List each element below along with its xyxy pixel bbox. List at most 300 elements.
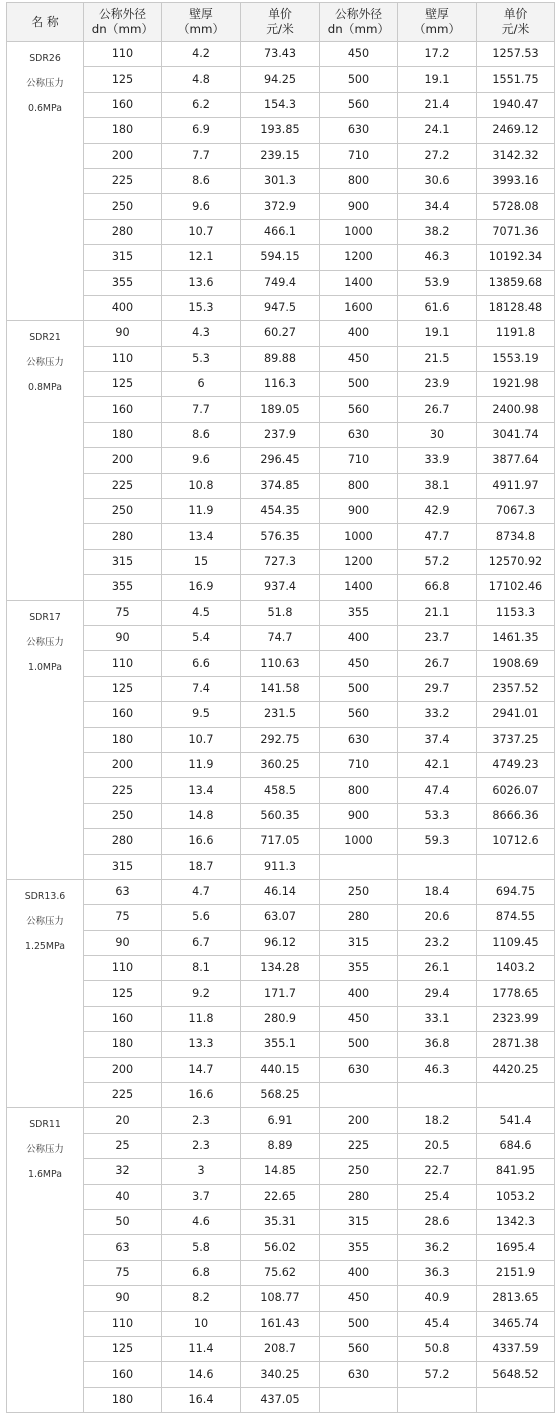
table-row [7, 245, 555, 270]
header-unit-price [241, 3, 320, 42]
table-row [7, 397, 555, 422]
cell-outer-diameter: 400 [84, 295, 162, 320]
cell-wall-thickness: 8.2 [162, 1286, 241, 1311]
cell-wall-thickness-2: 57.2 [398, 549, 477, 574]
cell-wall-thickness: 16.4 [162, 1387, 241, 1412]
cell-unit-price-2: 7071.36 [477, 219, 555, 244]
group-sdr: SDR11 [29, 1119, 61, 1131]
cell-outer-diameter-2: 500 [320, 1311, 398, 1336]
cell-outer-diameter: 25 [84, 1133, 162, 1158]
cell-unit-price-2: 1551.75 [477, 67, 555, 92]
cell-outer-diameter-2: 355 [320, 1235, 398, 1260]
cell-unit-price: 141.58 [241, 676, 320, 701]
cell-unit-price-2: 1908.69 [477, 651, 555, 676]
cell-outer-diameter: 40 [84, 1184, 162, 1209]
cell-outer-diameter-2: 900 [320, 803, 398, 828]
cell-outer-diameter: 110 [84, 956, 162, 981]
cell-wall-thickness: 8.6 [162, 168, 241, 193]
cell-wall-thickness: 16.9 [162, 575, 241, 600]
cell-unit-price: 560.35 [241, 803, 320, 828]
header-price-line2: 元/米 [501, 22, 530, 36]
cell-wall-thickness-2: 21.1 [398, 600, 477, 625]
header-dn-line1: 公称外径 [98, 7, 147, 21]
cell-wall-thickness: 4.5 [162, 600, 241, 625]
cell-outer-diameter-2: 630 [320, 422, 398, 447]
group-sdr: SDR21 [29, 332, 61, 344]
cell-unit-price-2: 5648.52 [477, 1362, 555, 1387]
cell-outer-diameter-2: 450 [320, 1006, 398, 1031]
cell-outer-diameter-2: 400 [320, 981, 398, 1006]
cell-wall-thickness-2: 46.3 [398, 1057, 477, 1082]
group-pressure: 1.0MPa [28, 661, 62, 673]
cell-unit-price-2: 1153.3 [477, 600, 555, 625]
cell-unit-price-2: 4337.59 [477, 1336, 555, 1361]
table-row [7, 1032, 555, 1057]
cell-wall-thickness-2: 20.5 [398, 1133, 477, 1158]
cell-outer-diameter: 75 [84, 600, 162, 625]
cell-unit-price: 89.88 [241, 346, 320, 371]
cell-outer-diameter: 200 [84, 752, 162, 777]
cell-outer-diameter: 125 [84, 676, 162, 701]
header-wall-thickness [162, 3, 241, 42]
cell-outer-diameter: 315 [84, 245, 162, 270]
cell-outer-diameter: 75 [84, 1260, 162, 1285]
cell-unit-price: 22.65 [241, 1184, 320, 1209]
cell-unit-price: 60.27 [241, 321, 320, 346]
cell-unit-price: 568.25 [241, 1083, 320, 1108]
table-row [7, 143, 555, 168]
cell-outer-diameter-2: 200 [320, 1108, 398, 1133]
table-row [7, 168, 555, 193]
cell-unit-price-2: 1461.35 [477, 625, 555, 650]
cell-outer-diameter-2: 315 [320, 1209, 398, 1234]
cell-wall-thickness-2: 28.6 [398, 1209, 477, 1234]
cell-unit-price-2: 3737.25 [477, 727, 555, 752]
cell-unit-price: 239.15 [241, 143, 320, 168]
cell-outer-diameter-2: 1200 [320, 549, 398, 574]
cell-unit-price-2: 1403.2 [477, 956, 555, 981]
cell-outer-diameter: 110 [84, 1311, 162, 1336]
cell-outer-diameter-2 [320, 854, 398, 879]
cell-unit-price-2 [477, 854, 555, 879]
cell-wall-thickness-2: 17.2 [398, 42, 477, 67]
group-pressure-label: 公称压力 [26, 78, 64, 89]
cell-wall-thickness-2: 33.2 [398, 702, 477, 727]
cell-outer-diameter: 180 [84, 727, 162, 752]
table-row [7, 346, 555, 371]
cell-outer-diameter-2: 630 [320, 118, 398, 143]
cell-unit-price-2: 541.4 [477, 1108, 555, 1133]
cell-wall-thickness: 3 [162, 1159, 241, 1184]
table-row [7, 92, 555, 117]
cell-unit-price-2: 1553.19 [477, 346, 555, 371]
cell-unit-price-2: 1109.45 [477, 930, 555, 955]
cell-unit-price: 74.7 [241, 625, 320, 650]
header-price-line1: 单价 [503, 7, 528, 21]
header-wall-line1: 壁厚 [189, 7, 213, 21]
cell-wall-thickness: 18.7 [162, 854, 241, 879]
cell-wall-thickness-2: 45.4 [398, 1311, 477, 1336]
cell-wall-thickness: 13.6 [162, 270, 241, 295]
cell-wall-thickness-2: 18.4 [398, 879, 477, 904]
cell-unit-price-2: 874.55 [477, 905, 555, 930]
cell-unit-price: 717.05 [241, 829, 320, 854]
cell-outer-diameter: 180 [84, 422, 162, 447]
cell-outer-diameter-2: 710 [320, 448, 398, 473]
cell-wall-thickness-2: 23.2 [398, 930, 477, 955]
cell-unit-price: 374.85 [241, 473, 320, 498]
cell-unit-price-2: 2400.98 [477, 397, 555, 422]
table-row [7, 42, 555, 67]
cell-wall-thickness: 14.8 [162, 803, 241, 828]
cell-wall-thickness: 14.6 [162, 1362, 241, 1387]
cell-unit-price-2: 13859.68 [477, 270, 555, 295]
cell-outer-diameter: 180 [84, 1387, 162, 1412]
cell-unit-price: 14.85 [241, 1159, 320, 1184]
header-dn-line2: dn（mm） [327, 22, 390, 36]
cell-outer-diameter: 280 [84, 219, 162, 244]
cell-unit-price-2: 2469.12 [477, 118, 555, 143]
cell-wall-thickness-2: 36.3 [398, 1260, 477, 1285]
table-row [7, 270, 555, 295]
cell-outer-diameter-2: 560 [320, 702, 398, 727]
table-row [7, 803, 555, 828]
cell-wall-thickness: 6.2 [162, 92, 241, 117]
cell-unit-price-2: 12570.92 [477, 549, 555, 574]
cell-outer-diameter: 225 [84, 473, 162, 498]
cell-wall-thickness-2: 19.1 [398, 321, 477, 346]
cell-wall-thickness-2: 36.2 [398, 1235, 477, 1260]
table-row [7, 752, 555, 777]
cell-unit-price-2: 8734.8 [477, 524, 555, 549]
cell-wall-thickness-2: 33.9 [398, 448, 477, 473]
cell-unit-price-2: 8666.36 [477, 803, 555, 828]
cell-unit-price-2: 1342.3 [477, 1209, 555, 1234]
cell-wall-thickness-2: 47.7 [398, 524, 477, 549]
cell-wall-thickness: 4.8 [162, 67, 241, 92]
cell-outer-diameter: 90 [84, 625, 162, 650]
cell-outer-diameter: 250 [84, 194, 162, 219]
cell-unit-price-2: 694.75 [477, 879, 555, 904]
cell-wall-thickness-2: 23.9 [398, 372, 477, 397]
cell-unit-price: 134.28 [241, 956, 320, 981]
cell-unit-price: 360.25 [241, 752, 320, 777]
table-row [7, 1133, 555, 1158]
cell-unit-price-2: 1695.4 [477, 1235, 555, 1260]
cell-unit-price: 466.1 [241, 219, 320, 244]
cell-outer-diameter-2: 400 [320, 1260, 398, 1285]
cell-outer-diameter-2 [320, 1083, 398, 1108]
cell-outer-diameter-2: 900 [320, 194, 398, 219]
cell-outer-diameter-2: 450 [320, 1286, 398, 1311]
cell-outer-diameter-2: 630 [320, 1057, 398, 1082]
cell-unit-price: 6.91 [241, 1108, 320, 1133]
cell-outer-diameter: 160 [84, 92, 162, 117]
cell-outer-diameter: 50 [84, 1209, 162, 1234]
table-row [7, 600, 555, 625]
cell-wall-thickness: 14.7 [162, 1057, 241, 1082]
cell-wall-thickness: 10.8 [162, 473, 241, 498]
table-header-row [7, 3, 555, 42]
cell-wall-thickness-2: 42.1 [398, 752, 477, 777]
table-body [7, 42, 555, 1413]
table-row [7, 854, 555, 879]
cell-outer-diameter-2: 560 [320, 397, 398, 422]
cell-outer-diameter: 160 [84, 1006, 162, 1031]
cell-wall-thickness-2: 22.7 [398, 1159, 477, 1184]
cell-unit-price-2 [477, 1387, 555, 1412]
cell-wall-thickness-2: 26.7 [398, 651, 477, 676]
cell-wall-thickness-2: 25.4 [398, 1184, 477, 1209]
group-pressure: 0.6MPa [28, 103, 62, 114]
table-row [7, 930, 555, 955]
cell-wall-thickness-2: 38.2 [398, 219, 477, 244]
group-sdr: SDR17 [29, 611, 61, 623]
cell-wall-thickness-2: 36.8 [398, 1032, 477, 1057]
cell-unit-price: 576.35 [241, 524, 320, 549]
table-row [7, 194, 555, 219]
cell-unit-price-2: 5728.08 [477, 194, 555, 219]
table-row [7, 422, 555, 447]
table-row [7, 1387, 555, 1412]
group-name-cell [7, 321, 84, 600]
header-outer-diameter-2 [320, 3, 398, 42]
cell-outer-diameter: 75 [84, 905, 162, 930]
cell-unit-price: 108.77 [241, 1286, 320, 1311]
cell-wall-thickness-2: 30.6 [398, 168, 477, 193]
cell-outer-diameter: 20 [84, 1108, 162, 1133]
table-row [7, 1057, 555, 1082]
cell-outer-diameter-2: 1400 [320, 575, 398, 600]
cell-wall-thickness: 11.9 [162, 499, 241, 524]
table-row [7, 1311, 555, 1336]
table-row [7, 499, 555, 524]
table-row [7, 778, 555, 803]
group-name-cell [7, 879, 84, 1108]
cell-unit-price-2: 17102.46 [477, 575, 555, 600]
cell-outer-diameter: 90 [84, 930, 162, 955]
cell-unit-price-2: 2357.52 [477, 676, 555, 701]
cell-wall-thickness-2: 19.1 [398, 67, 477, 92]
group-pressure: 1.6MPa [28, 1169, 62, 1181]
cell-outer-diameter-2: 500 [320, 372, 398, 397]
header-outer-diameter [84, 3, 162, 42]
cell-unit-price: 63.07 [241, 905, 320, 930]
table-row [7, 879, 555, 904]
cell-outer-diameter-2: 355 [320, 600, 398, 625]
cell-wall-thickness: 7.4 [162, 676, 241, 701]
table-row [7, 1260, 555, 1285]
cell-unit-price: 296.45 [241, 448, 320, 473]
cell-unit-price: 35.31 [241, 1209, 320, 1234]
cell-wall-thickness: 8.1 [162, 956, 241, 981]
table-row [7, 1083, 555, 1108]
cell-unit-price: 110.63 [241, 651, 320, 676]
cell-outer-diameter: 160 [84, 397, 162, 422]
header-wall-line2: （mm） [413, 22, 461, 36]
cell-outer-diameter: 90 [84, 321, 162, 346]
cell-wall-thickness: 11.9 [162, 752, 241, 777]
cell-outer-diameter-2: 1000 [320, 829, 398, 854]
cell-wall-thickness-2: 57.2 [398, 1362, 477, 1387]
cell-wall-thickness: 6.7 [162, 930, 241, 955]
cell-wall-thickness: 6.8 [162, 1260, 241, 1285]
cell-unit-price-2: 3465.74 [477, 1311, 555, 1336]
cell-unit-price-2: 1191.8 [477, 321, 555, 346]
cell-outer-diameter-2: 250 [320, 879, 398, 904]
cell-unit-price: 749.4 [241, 270, 320, 295]
cell-unit-price: 727.3 [241, 549, 320, 574]
cell-outer-diameter-2: 450 [320, 346, 398, 371]
cell-wall-thickness: 13.3 [162, 1032, 241, 1057]
cell-outer-diameter-2: 225 [320, 1133, 398, 1158]
table-row [7, 676, 555, 701]
cell-wall-thickness: 7.7 [162, 397, 241, 422]
cell-outer-diameter: 200 [84, 143, 162, 168]
cell-wall-thickness-2: 24.1 [398, 118, 477, 143]
cell-outer-diameter-2: 630 [320, 727, 398, 752]
cell-wall-thickness: 8.6 [162, 422, 241, 447]
cell-unit-price: 208.7 [241, 1336, 320, 1361]
cell-outer-diameter: 63 [84, 1235, 162, 1260]
cell-unit-price: 237.9 [241, 422, 320, 447]
table-row [7, 727, 555, 752]
cell-wall-thickness-2: 30 [398, 422, 477, 447]
cell-unit-price: 116.3 [241, 372, 320, 397]
table-row [7, 1006, 555, 1031]
cell-outer-diameter: 160 [84, 702, 162, 727]
cell-outer-diameter: 200 [84, 1057, 162, 1082]
cell-wall-thickness: 6.9 [162, 118, 241, 143]
cell-wall-thickness: 12.1 [162, 245, 241, 270]
cell-unit-price: 937.4 [241, 575, 320, 600]
group-pressure-label: 公称压力 [26, 1144, 64, 1156]
table-row [7, 549, 555, 574]
table-row [7, 829, 555, 854]
cell-unit-price: 440.15 [241, 1057, 320, 1082]
cell-unit-price-2: 2323.99 [477, 1006, 555, 1031]
cell-unit-price-2: 4911.97 [477, 473, 555, 498]
group-sdr: SDR26 [29, 53, 61, 64]
cell-unit-price-2: 2151.9 [477, 1260, 555, 1285]
group-sdr: SDR13.6 [24, 890, 66, 902]
cell-unit-price: 280.9 [241, 1006, 320, 1031]
cell-unit-price: 154.3 [241, 92, 320, 117]
cell-wall-thickness-2: 26.1 [398, 956, 477, 981]
table-row [7, 1362, 555, 1387]
cell-wall-thickness: 15.3 [162, 295, 241, 320]
cell-wall-thickness: 11.8 [162, 1006, 241, 1031]
header-unit-price-2 [477, 3, 555, 42]
table-row [7, 651, 555, 676]
cell-outer-diameter-2: 280 [320, 905, 398, 930]
table-row [7, 905, 555, 930]
cell-wall-thickness: 9.6 [162, 448, 241, 473]
cell-outer-diameter: 90 [84, 1286, 162, 1311]
cell-wall-thickness-2: 66.8 [398, 575, 477, 600]
cell-wall-thickness-2: 29.4 [398, 981, 477, 1006]
cell-wall-thickness: 9.2 [162, 981, 241, 1006]
table-row [7, 219, 555, 244]
table-row [7, 295, 555, 320]
cell-outer-diameter-2: 800 [320, 473, 398, 498]
cell-wall-thickness: 10 [162, 1311, 241, 1336]
cell-outer-diameter-2: 1000 [320, 219, 398, 244]
group-pressure: 0.8MPa [28, 382, 62, 394]
header-wall-thickness-2 [398, 3, 477, 42]
cell-outer-diameter-2: 400 [320, 321, 398, 346]
table-row [7, 702, 555, 727]
cell-unit-price: 193.85 [241, 118, 320, 143]
cell-outer-diameter-2: 315 [320, 930, 398, 955]
cell-unit-price: 75.62 [241, 1260, 320, 1285]
cell-unit-price: 94.25 [241, 67, 320, 92]
cell-outer-diameter-2: 630 [320, 1362, 398, 1387]
cell-wall-thickness-2: 37.4 [398, 727, 477, 752]
cell-wall-thickness-2: 21.4 [398, 92, 477, 117]
header-wall-line2: （mm） [177, 22, 225, 36]
cell-wall-thickness: 16.6 [162, 1083, 241, 1108]
group-pressure: 1.25MPa [25, 940, 65, 952]
group-name-cell [7, 42, 84, 321]
table-row [7, 1336, 555, 1361]
cell-unit-price-2: 6026.07 [477, 778, 555, 803]
cell-outer-diameter-2: 500 [320, 67, 398, 92]
cell-unit-price: 292.75 [241, 727, 320, 752]
header-name: 名 称 [7, 3, 84, 42]
cell-unit-price: 340.25 [241, 1362, 320, 1387]
group-pressure-label: 公称压力 [26, 636, 64, 648]
cell-outer-diameter: 180 [84, 1032, 162, 1057]
cell-unit-price: 46.14 [241, 879, 320, 904]
cell-wall-thickness-2: 20.6 [398, 905, 477, 930]
cell-outer-diameter-2: 450 [320, 42, 398, 67]
cell-wall-thickness: 5.6 [162, 905, 241, 930]
cell-unit-price: 372.9 [241, 194, 320, 219]
header-price-line2: 元/米 [266, 22, 294, 36]
cell-unit-price: 458.5 [241, 778, 320, 803]
table-row [7, 473, 555, 498]
cell-unit-price: 594.15 [241, 245, 320, 270]
cell-outer-diameter: 125 [84, 1336, 162, 1361]
cell-outer-diameter: 225 [84, 778, 162, 803]
cell-outer-diameter-2: 710 [320, 752, 398, 777]
table-row [7, 1209, 555, 1234]
cell-outer-diameter: 355 [84, 270, 162, 295]
header-wall-line1: 壁厚 [425, 7, 449, 21]
cell-unit-price: 56.02 [241, 1235, 320, 1260]
cell-outer-diameter-2: 710 [320, 143, 398, 168]
cell-outer-diameter: 32 [84, 1159, 162, 1184]
table-row [7, 956, 555, 981]
cell-wall-thickness-2: 46.3 [398, 245, 477, 270]
cell-unit-price-2: 4749.23 [477, 752, 555, 777]
cell-wall-thickness: 5.8 [162, 1235, 241, 1260]
cell-outer-diameter: 125 [84, 67, 162, 92]
table-row [7, 1108, 555, 1133]
table-row [7, 1159, 555, 1184]
table-row [7, 321, 555, 346]
cell-unit-price-2: 18128.48 [477, 295, 555, 320]
cell-wall-thickness-2: 42.9 [398, 499, 477, 524]
cell-outer-diameter: 125 [84, 981, 162, 1006]
cell-unit-price-2: 1257.53 [477, 42, 555, 67]
cell-wall-thickness: 9.5 [162, 702, 241, 727]
cell-outer-diameter-2: 280 [320, 1184, 398, 1209]
cell-unit-price: 161.43 [241, 1311, 320, 1336]
cell-unit-price: 437.05 [241, 1387, 320, 1412]
table-row [7, 625, 555, 650]
